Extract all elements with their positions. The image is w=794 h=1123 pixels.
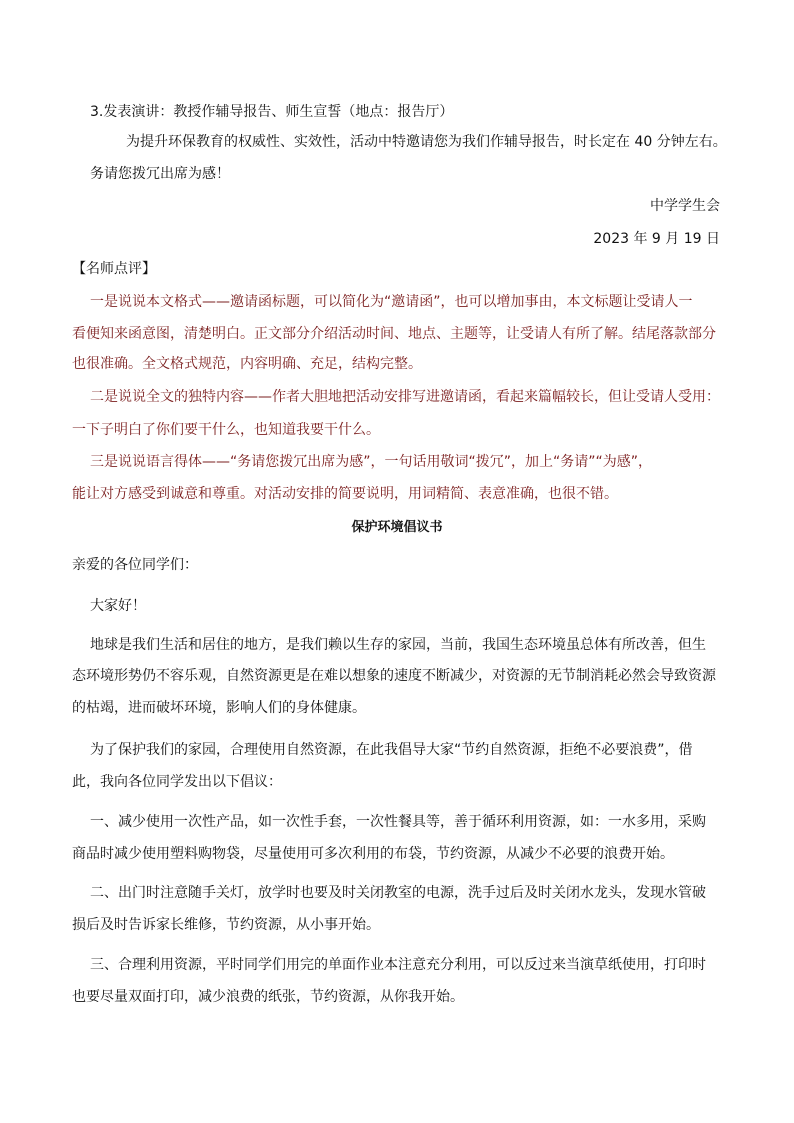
proposal-paragraph-line: 三、合理利用资源，平时同学们用完的单面作业本注意充分利用，可以反过来当演草纸使用，打印时 [90,957,706,973]
invitation-date: 2023 年 9 月 19 日 [593,231,720,247]
review-paragraph-line: 三是说说语言得体——“务请您拨冗出席为感”，一句话用敬词“拨冗”，加上“务请”“为感”， [90,454,653,470]
invitation-paragraph-line: 务请您拨冗出席为感！ [90,166,230,182]
review-paragraph-line: 一下子明白了你们要干什么，也知道我要干什么。 [72,422,380,438]
proposal-paragraph-line: 此，我向各位同学发出以下倡议： [72,774,282,790]
review-header: 【名师点评】 [72,261,156,277]
review-paragraph-line: 能让对方感受到诚意和尊重。对活动安排的简要说明，用词精简、表意准确，也很不错。 [72,486,618,502]
proposal-paragraph-line: 态环境形势仍不容乐观，自然资源更是在难以想象的速度不断减少，对资源的无节制消耗必然会导致资源 [72,668,716,684]
proposal-paragraph-line: 为了保护我们的家园，合理使用自然资源，在此我倡导大家“节约自然资源，拒绝不必要浪费”，借 [90,742,693,758]
proposal-paragraph-line: 也要尽量双面打印，减少浪费的纸张，节约资源，从你我开始。 [72,989,464,1005]
proposal-paragraph-line: 商品时减少使用塑料购物袋，尽量使用可多次利用的布袋，节约资源，从减少不必要的浪费开始。 [72,846,674,862]
review-paragraph-line: 看便知来函意图，清楚明白。正文部分介绍活动时间、地点、主题等，让受请人有所了解。结尾落款部分 [72,326,716,342]
invitation-item-3: 3.发表演讲：教授作辅导报告、师生宣誓（地点：报告厅） [90,104,454,120]
proposal-salutation: 亲爱的各位同学们： [72,557,198,573]
proposal-paragraph-line: 地球是我们生活和居住的地方，是我们赖以生存的家园，当前，我国生态环境虽总体有所改善，但生 [90,637,706,653]
proposal-greeting: 大家好！ [90,598,146,614]
review-paragraph-line: 也很准确。全文格式规范，内容明确、充足，结构完整。 [72,356,422,372]
proposal-paragraph-line: 的枯竭，进而破坏环境，影响人们的身体健康。 [72,700,366,716]
invitation-paragraph-line: 为提升环保教育的权威性、实效性，活动中特邀请您为我们作辅导报告，时长定在 40 分钟左右。 [126,134,727,150]
review-paragraph-line: 一是说说本文格式——邀请函标题，可以简化为“邀请函”，也可以增加事由，本文标题让受请人一 [90,294,693,310]
proposal-paragraph-line: 一、减少使用一次性产品，如一次性手套，一次性餐具等，善于循环利用资源，如：一水多用，采购 [90,814,706,830]
review-paragraph-line: 二是说说全文的独特内容——作者大胆地把活动安排写进邀请函，看起来篇幅较长，但让受请人受用： [90,389,720,405]
invitation-signature: 中学学生会 [650,198,720,214]
proposal-paragraph-line: 二、出门时注意随手关灯，放学时也要及时关闭教室的电源，洗手过后及时关闭水龙头，发现水管破 [90,885,706,901]
proposal-paragraph-line: 损后及时告诉家长维修，节约资源，从小事开始。 [72,917,380,933]
proposal-title: 保护环境倡议书 [351,520,443,535]
